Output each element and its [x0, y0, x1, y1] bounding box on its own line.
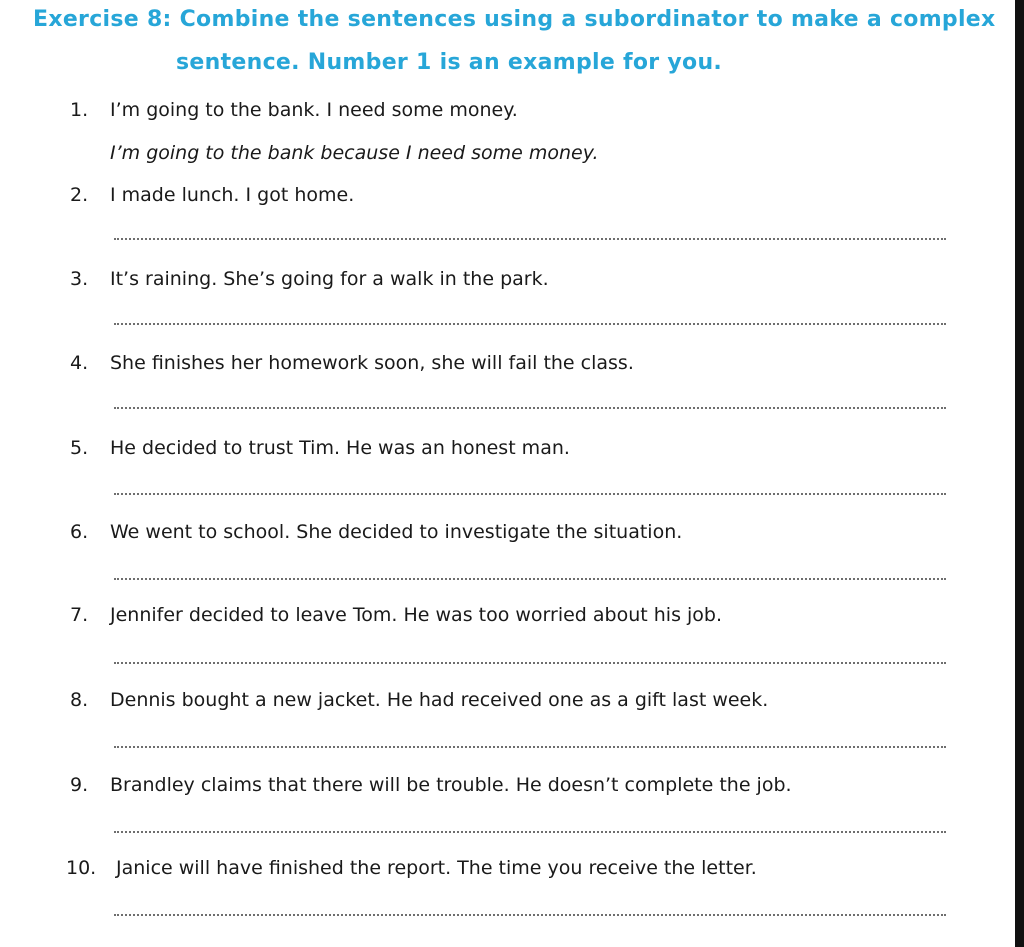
example-answer: I’m going to the bank because I need some money.	[110, 142, 599, 164]
item-4-answer-line[interactable]	[114, 407, 946, 409]
item-8-text: Dennis bought a new jacket. He had received one as a gift last week.	[110, 689, 769, 711]
item-7-number: 7.	[70, 604, 89, 626]
item-3-answer-line[interactable]	[114, 323, 946, 325]
exercise-title-line-1: Exercise 8: Combine the sentences using a subordinator to make a complex	[33, 7, 996, 32]
item-4-number: 4.	[70, 352, 89, 374]
item-9-text: Brandley claims that there will be trouble. He doesn’t complete the job.	[110, 774, 792, 796]
item-9-answer-line[interactable]	[114, 831, 946, 833]
item-5-number: 5.	[70, 437, 89, 459]
item-6-number: 6.	[70, 521, 89, 543]
item-2-number: 2.	[70, 184, 89, 206]
item-2-text: I made lunch. I got home.	[110, 184, 355, 206]
item-4-text: She finishes her homework soon, she will fail the class.	[110, 352, 634, 374]
item-7-answer-line[interactable]	[114, 662, 946, 664]
exercise-title-line-2: sentence. Number 1 is an example for you.	[176, 50, 723, 75]
item-10-text: Janice will have finished the report. The time you receive the letter.	[116, 857, 757, 879]
item-1-text: I’m going to the bank. I need some money.	[110, 99, 518, 121]
item-3-number: 3.	[70, 268, 89, 290]
item-7-text: Jennifer decided to leave Tom. He was too worried about his job.	[110, 604, 723, 626]
item-8-number: 8.	[70, 689, 89, 711]
item-10-answer-line[interactable]	[114, 914, 946, 916]
item-6-answer-line[interactable]	[114, 578, 946, 580]
page-edge-bar	[1015, 0, 1024, 947]
item-5-text: He decided to trust Tim. He was an honest man.	[110, 437, 570, 459]
item-2-answer-line[interactable]	[114, 238, 946, 240]
item-5-answer-line[interactable]	[114, 493, 946, 495]
item-1-number: 1.	[70, 99, 89, 121]
item-6-text: We went to school. She decided to investigate the situation.	[110, 521, 683, 543]
item-8-answer-line[interactable]	[114, 746, 946, 748]
item-3-text: It’s raining. She’s going for a walk in the park.	[110, 268, 549, 290]
item-9-number: 9.	[70, 774, 89, 796]
item-10-number: 10.	[66, 857, 97, 879]
